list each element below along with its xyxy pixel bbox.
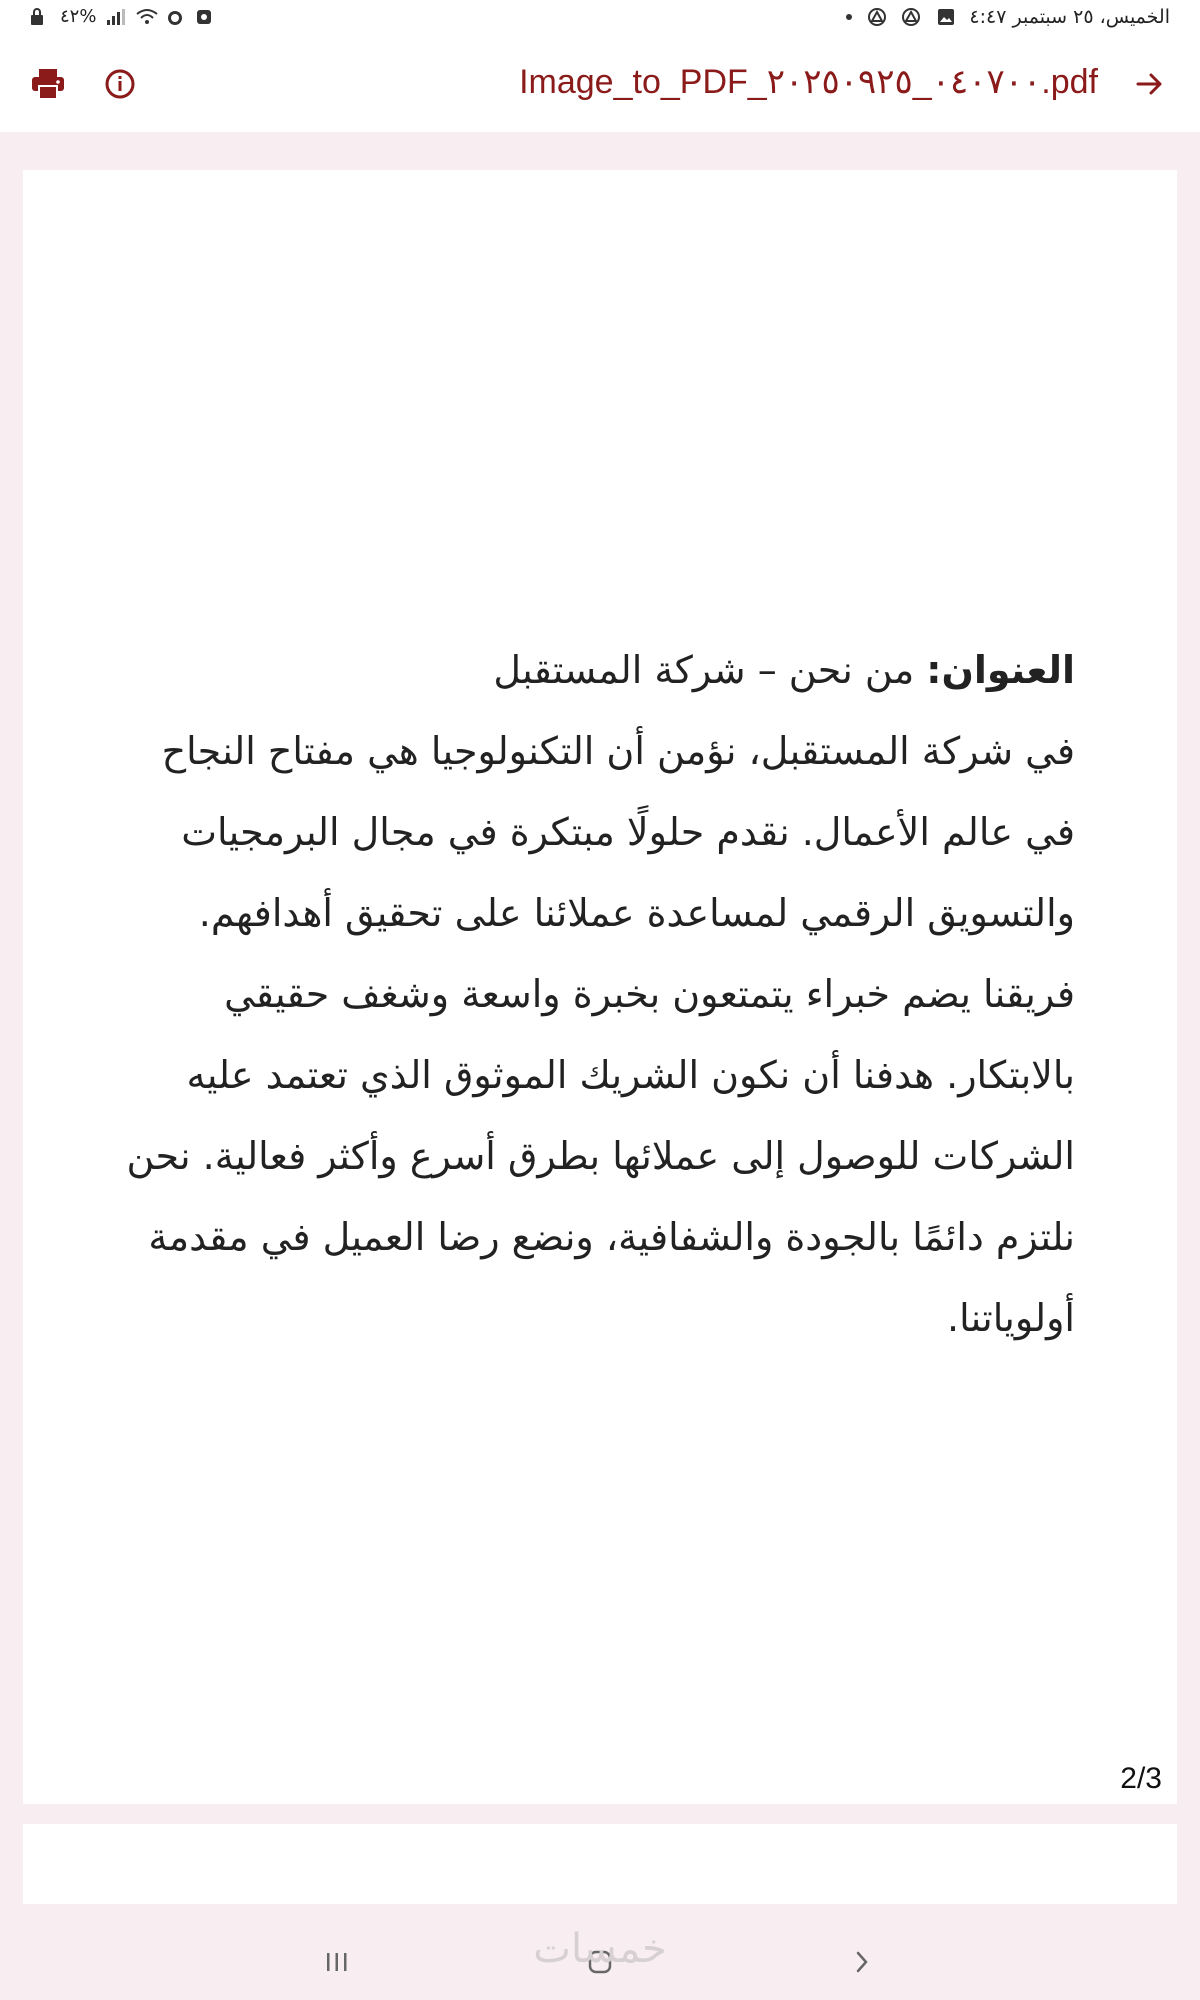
- drive-icon: [867, 7, 887, 27]
- lock-icon: [30, 7, 50, 27]
- info-button[interactable]: [100, 64, 140, 104]
- forward-button[interactable]: [1130, 64, 1170, 104]
- image-icon: [935, 7, 955, 27]
- drive-icon: [901, 7, 921, 27]
- next-pdf-page[interactable]: [23, 1824, 1177, 1904]
- app-bar: [0, 36, 1200, 132]
- status-bar: [0, 0, 1200, 36]
- signal-icon: [106, 7, 126, 27]
- back-button[interactable]: [842, 1942, 882, 1982]
- wifi-icon: [136, 7, 156, 27]
- page-text: [115, 630, 1075, 1359]
- pdf-page[interactable]: [23, 170, 1177, 1804]
- document-title: Image_to_PDF_٠٤٠٧٠٠_٢٠٢٥٠٩٢٥.pdf: [519, 63, 1098, 101]
- print-icon: [31, 68, 65, 100]
- document-heading: [115, 630, 1075, 711]
- recent-apps-icon: [324, 1950, 350, 1974]
- chevron-right-icon: [852, 1949, 872, 1975]
- alarm-icon: [166, 7, 186, 27]
- battery-level: ٤٢%: [60, 6, 97, 27]
- heading-label: العنوان:: [926, 648, 1075, 692]
- print-button[interactable]: [28, 64, 68, 104]
- dot-icon: [833, 7, 853, 27]
- arrow-right-icon: [1135, 69, 1165, 99]
- recent-apps-button[interactable]: [317, 1942, 357, 1982]
- date-time: الخميس، ٢٥ سبتمبر ٤:٤٧: [969, 6, 1170, 28]
- heading-value: من نحن – شركة المستقبل: [493, 648, 927, 692]
- watermark: خمسات: [533, 1926, 667, 1972]
- info-icon: [104, 68, 136, 100]
- body-paragraph: في شركة المستقبل، نؤمن أن التكنولوجيا هي مفتاح النجاح في عالم الأعمال. نقدم حلولًا مبتكرة في مجال البرمجيات والتسويق الرقمي لمساعدة عملائنا على تحقيق أهدافهم. فريقنا يضم خبراء يتمتعون بخبرة واسعة وشغف حقيقي بالابتكار. هدفنا أن نكون الشريك الموثوق الذي تعتمد عليه الشركات للوصول إلى عملائها بطرق أسرع وأكثر فعالية. نحن نلتزم دائمًا بالجودة والشفافية، ونضع رضا العميل في مقدمة أولوياتنا.: [126, 729, 1075, 1340]
- status-left: [30, 6, 216, 27]
- status-right: [833, 6, 1170, 28]
- page-counter: 2/3: [1120, 1762, 1162, 1795]
- notification-icon: [196, 7, 216, 27]
